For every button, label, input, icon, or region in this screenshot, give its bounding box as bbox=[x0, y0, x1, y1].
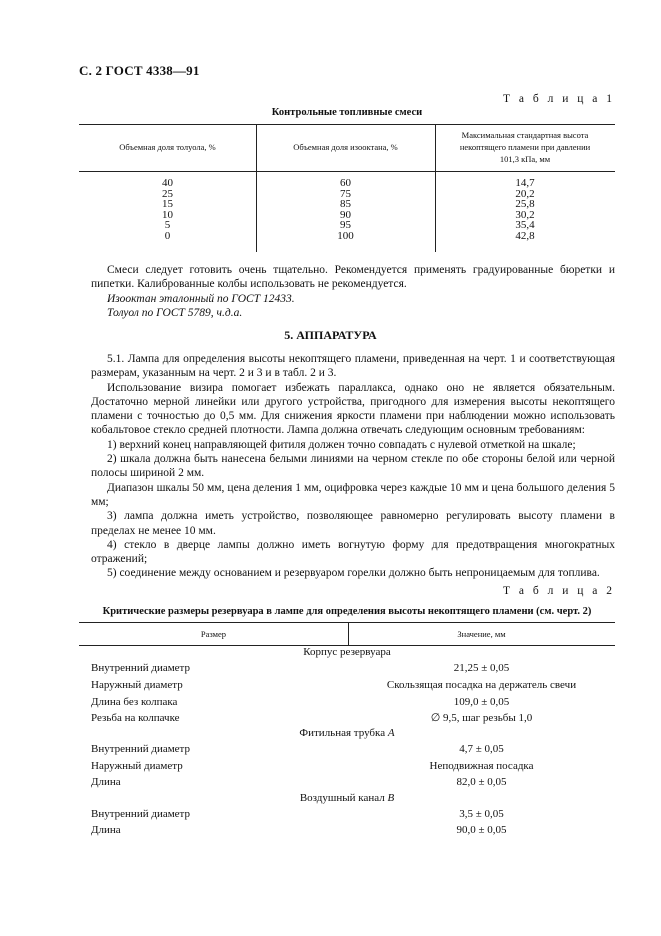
row-name: Внутренний диаметр bbox=[91, 662, 190, 674]
row-name: Резьба на колпачке bbox=[91, 712, 180, 724]
table2-col2-header: Значение, мм bbox=[457, 629, 506, 639]
row-name: Внутренний диаметр bbox=[91, 743, 190, 755]
table1-title: Контрольные топливные смеси bbox=[271, 107, 423, 118]
table1-col3-values: 14,7 20,2 25,8 30,2 35,4 42,8 bbox=[515, 177, 535, 242]
table2-col1-header: Размер bbox=[200, 629, 227, 639]
requirement-4: 4) стекло в дверце лампы должно иметь вогнутую форму для предотвращения многократных отражений; bbox=[91, 538, 615, 566]
group-header bbox=[79, 726, 615, 740]
row-name: Длина без колпака bbox=[91, 696, 178, 708]
table1-col1-values: 40 25 15 10 5 0 bbox=[162, 177, 173, 242]
table1-col3-header-line: Максимальная стандартная высота bbox=[461, 130, 589, 140]
toluene-note: Толуол по ГОСТ 5789, ч.д.а. bbox=[107, 306, 243, 319]
table2-top-rule bbox=[79, 622, 615, 623]
group-header bbox=[79, 791, 615, 805]
requirement-3: 3) лампа должна иметь устройство, позволяющее равномерно регулировать высоту пламени в пределах не менее 10 мм. bbox=[91, 510, 615, 537]
group-name: Фитильная трубка bbox=[299, 727, 386, 739]
paragraph-5-1: 5.1. Лампа для определения высоты некоптящего пламени, приведенная на черт. 1 и соответствующая размерам, указанным на черт. 2 и 3 и в табл. 2 и 3. bbox=[91, 353, 615, 380]
group-letter: A bbox=[387, 727, 395, 739]
row-value: Неподвижная посадка bbox=[429, 760, 534, 772]
requirement-2: 2) шкала должна быть нанесена белыми линиями на черном стекле по обе стороны белой или черной полосы шириной 2 мм. bbox=[91, 453, 615, 480]
scale-range: Диапазон шкалы 50 мм, цена деления 1 мм, оцифровка через каждые 10 мм и цена большого деления 5 мм; bbox=[91, 481, 615, 508]
row-name: Наружный диаметр bbox=[91, 760, 183, 772]
table1-col3-header bbox=[435, 129, 615, 165]
row-value: ∅ 9,5, шаг резьбы 1,0 bbox=[430, 712, 533, 724]
intro-paragraph: Смеси следует готовить очень тщательно. Рекомендуется применять градуированные бюретки и пипетки. Калиброванные колбы использовать не рекомендуется. bbox=[91, 264, 615, 291]
table1-col2-values: 60 75 85 90 95 100 bbox=[337, 177, 354, 242]
table1-col1-header: Объемная доля толуола, % bbox=[119, 142, 216, 152]
row-value: 4,7 ± 0,05 bbox=[459, 743, 504, 755]
section-title: 5. АППАРАТУРА bbox=[284, 328, 377, 342]
row-name: Длина bbox=[91, 824, 121, 836]
table2-label: Т а б л и ц а 2 bbox=[502, 585, 615, 597]
row-value: 82,0 ± 0,05 bbox=[456, 776, 507, 788]
row-value: Скользящая посадка на держатель свечи bbox=[386, 679, 577, 691]
table1-col2-header: Объемная доля изооктана, % bbox=[293, 142, 398, 152]
table2-title: Критические размеры резервуара в лампе для определения высоты некоптящего пламени (см. черт. 2) bbox=[102, 606, 592, 617]
group-header: Корпус резервуара bbox=[303, 646, 391, 658]
page-header: С. 2 ГОСТ 4338—91 bbox=[79, 63, 200, 78]
requirement-1: 1) верхний конец направляющей фитиля должен точно совпадать с нулевой отметкой на шкале; bbox=[107, 438, 576, 451]
intro-text bbox=[91, 263, 615, 320]
row-value: 3,5 ± 0,05 bbox=[459, 808, 504, 820]
section5-text bbox=[91, 352, 615, 581]
row-value: 109,0 ± 0,05 bbox=[453, 696, 510, 708]
row-name: Длина bbox=[91, 776, 121, 788]
group-letter: B bbox=[387, 792, 395, 804]
row-value: 21,25 ± 0,05 bbox=[453, 662, 510, 674]
table1-col3-header-line: некоптящего пламени при давлении bbox=[459, 142, 591, 152]
group-name: Воздушный канал bbox=[299, 792, 385, 804]
paragraph-visor: Использование визира помогает избежать параллакса, однако оно не является обязательным. Достаточно мерной линейки или другого устройства, пригодного для измерения высоты некоптящего пламени с точностью до 0,5 мм. Для снижения яркости пламени при наблюдении можно использовать кобальтовое стекло средней плотности. Лампа должна отвечать следующим основным требованиям: bbox=[91, 381, 615, 437]
row-name: Внутренний диаметр bbox=[91, 808, 190, 820]
table1-top-rule bbox=[79, 124, 615, 125]
isooctane-note: Изооктан эталонный по ГОСТ 12433. bbox=[107, 292, 295, 305]
table1-label: Т а б л и ц а 1 bbox=[502, 93, 615, 105]
requirement-5: 5) соединение между основанием и резервуаром горелки должно быть непроницаемым для топлива. bbox=[107, 567, 600, 580]
table1-col3-header-line: 101,3 кПа, мм bbox=[499, 154, 551, 164]
row-name: Наружный диаметр bbox=[91, 679, 183, 691]
row-value: 90,0 ± 0,05 bbox=[456, 824, 507, 836]
table1-header-rule bbox=[79, 171, 615, 172]
